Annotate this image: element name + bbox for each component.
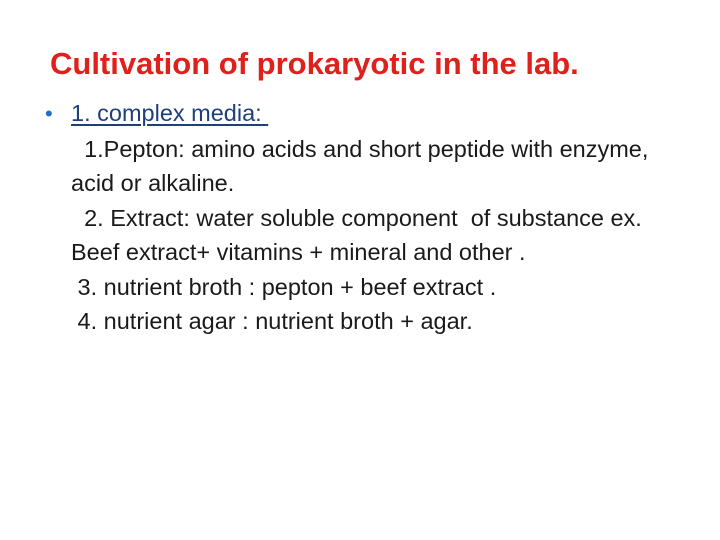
bullet-icon: •	[45, 101, 53, 126]
list-item-nutrient-agar: 4. nutrient agar : nutrient broth + agar.	[71, 308, 473, 334]
bullet-heading: 1. complex media:	[71, 100, 269, 126]
list-item-pepton: 1.Pepton: amino acids and short peptide with enzyme, acid or alkaline.	[71, 135, 655, 196]
slide-content	[45, 96, 695, 339]
slide-title: Cultivation of prokaryotic in the lab.	[50, 46, 579, 81]
list-item-extract: 2. Extract: water soluble component of substance ex. Beef extract+ vitamins + mineral and other .	[71, 204, 649, 265]
bullet-row	[45, 96, 695, 132]
list-item-nutrient-broth: 3. nutrient broth : pepton + beef extract .	[71, 273, 497, 300]
